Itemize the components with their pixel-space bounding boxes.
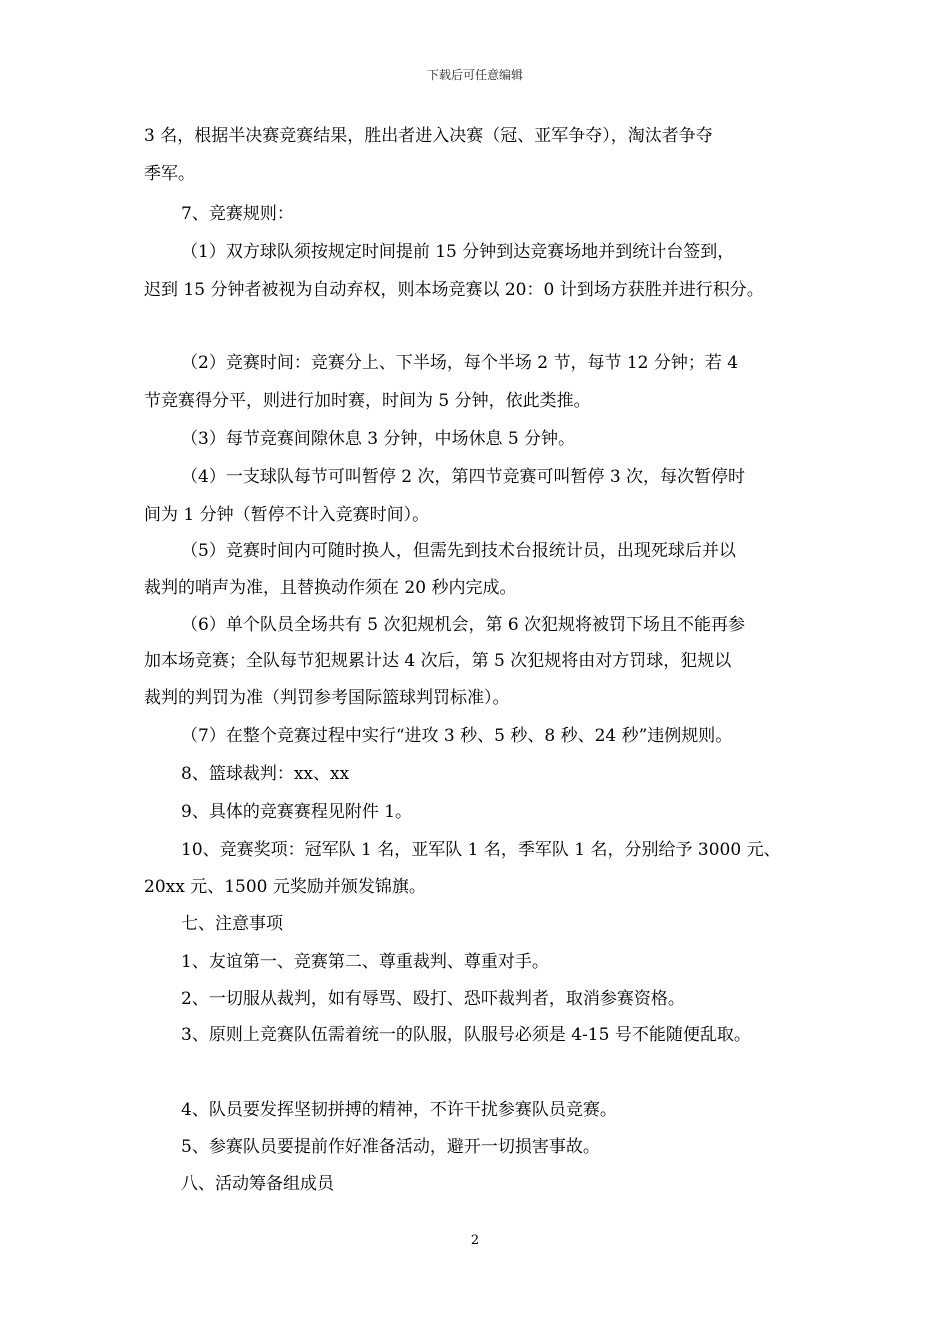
text-line: 8、篮球裁判：xx、xx: [181, 764, 350, 784]
text-line: 10、竞赛奖项：冠军队 1 名，亚军队 1 名，季军队 1 名，分别给予 3000 元、: [181, 840, 781, 860]
text-line: 7、竞赛规则：: [181, 204, 294, 224]
text-line: （1）双方球队须按规定时间提前 15 分钟到达竞赛场地并到统计台签到，: [181, 242, 735, 262]
text-line: 加本场竞赛；全队每节犯规累计达 4 次后，第 5 次犯规将由对方罚球，犯规以: [144, 651, 732, 671]
text-line: 5、参赛队员要提前作好准备活动，避开一切损害事故。: [181, 1137, 600, 1157]
text-line: 节竞赛得分平，则进行加时赛，时间为 5 分钟，依此类推。: [144, 391, 591, 411]
text-line: 季军。: [144, 164, 195, 184]
text-line: 迟到 15 分钟者被视为自动弃权，则本场竞赛以 20：0 计到场方获胜并进行积分。: [144, 280, 764, 300]
text-line: （4）一支球队每节可叫暂停 2 次，第四节竞赛可叫暂停 3 次，每次暂停时: [181, 467, 746, 487]
text-line: 4、队员要发挥坚韧拼搏的精神，不许干扰参赛队员竞赛。: [181, 1100, 617, 1120]
text-line: 裁判的判罚为准（判罚参考国际篮球判罚标准）。: [144, 688, 510, 708]
text-line: 9、具体的竞赛赛程见附件 1。: [181, 802, 413, 822]
text-line: （5）竞赛时间内可随时换人，但需先到技术台报统计员，出现死球后并以: [181, 541, 736, 561]
text-line: （6）单个队员全场共有 5 次犯规机会，第 6 次犯规将被罚下场且不能再参: [181, 615, 746, 635]
text-line: 2、一切服从裁判，如有辱骂、殴打、恐吓裁判者，取消参赛资格。: [181, 989, 685, 1009]
text-line: 20xx 元、1500 元奖励并颁发锦旗。: [144, 877, 426, 897]
text-line: 1、友谊第一、竞赛第二、尊重裁判、尊重对手。: [181, 952, 549, 972]
text-line: 裁判的哨声为准，且替换动作须在 20 秒内完成。: [144, 578, 517, 598]
text-line: 七、注意事项: [181, 914, 283, 934]
text-line: （7）在整个竞赛过程中实行“进攻 3 秒、5 秒、8 秒、24 秒”违例规则。: [181, 726, 733, 746]
text-line: （3）每节竞赛间隙休息 3 分钟，中场休息 5 分钟。: [181, 429, 576, 449]
text-line: 3 名，根据半决赛竞赛结果，胜出者进入决赛（冠、亚军争夺），淘汰者争夺: [144, 126, 713, 146]
text-line: 3、原则上竞赛队伍需着统一的队服，队服号必须是 4-15 号不能随便乱取。: [181, 1025, 751, 1045]
text-line: （2）竞赛时间：竞赛分上、下半场，每个半场 2 节，每节 12 分钟；若 4: [181, 353, 739, 373]
text-line: 八、活动筹备组成员: [181, 1174, 334, 1194]
page-number: 2: [470, 1233, 480, 1248]
text-line: 间为 1 分钟（暂停不计入竞赛时间）。: [144, 505, 430, 525]
page-header: 下载后可任意编辑: [426, 68, 523, 82]
